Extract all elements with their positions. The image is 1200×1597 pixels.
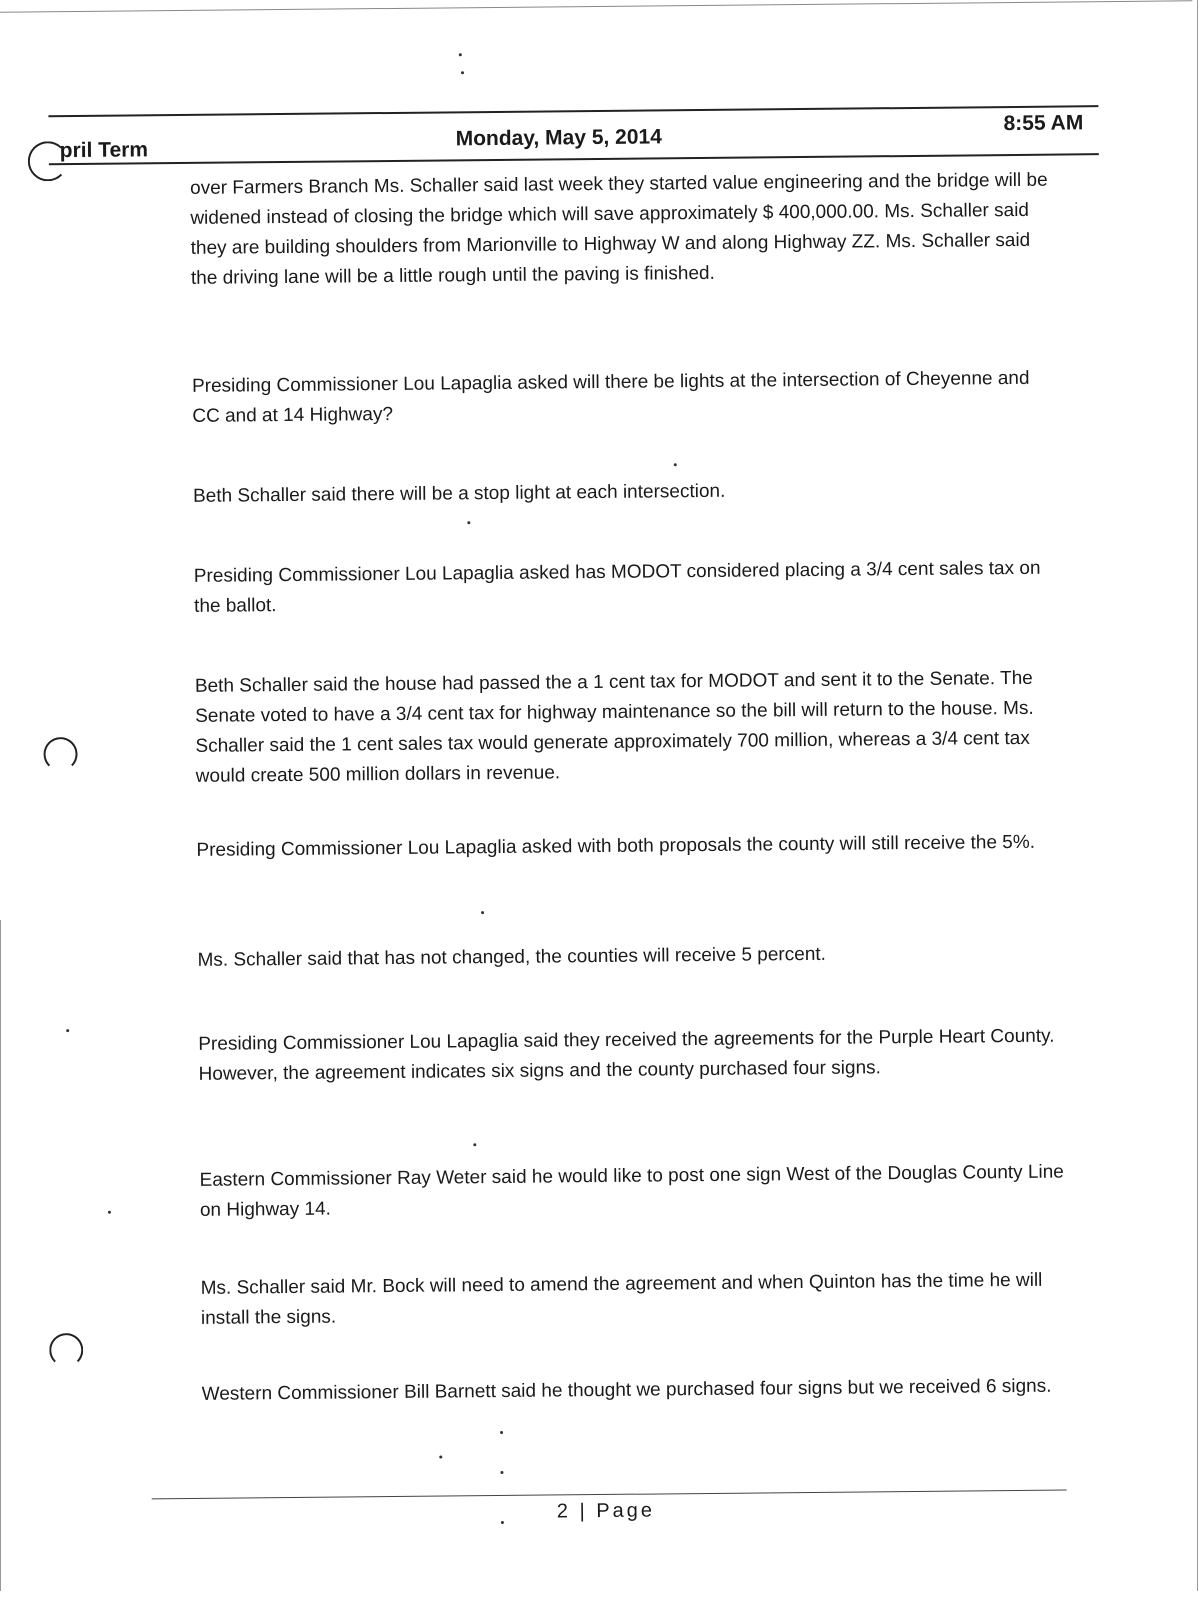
scan-speck: [500, 1431, 503, 1434]
hole-punch: [43, 737, 77, 771]
minutes-paragraph: Ms. Schaller said that has not changed, the counties will receive 5 percent.: [197, 943, 826, 971]
meeting-time: 8:55 AM: [1003, 111, 1084, 136]
minutes-paragraph: Western Commissioner Bill Barnett said he thought we purchased four signs but we received 6 signs.: [201, 1375, 1052, 1405]
minutes-paragraph: Beth Schaller said the house had passed the a 1 cent tax for MODOT and sent it to the Senate. The Senate voted to have a 3/4 cent tax for highway maintenance so the bill will return to the house. Ms. Schaller said the 1 cent sales tax would generate approximately 700 million, whereas a 3/4 cent tax would create 500 million dollars in revenue.: [194, 667, 1034, 787]
minutes-paragraph: Beth Schaller said there will be a stop light at each intersection.: [192, 480, 726, 507]
page-number: 2 | Page: [556, 1499, 656, 1523]
term-label: pril Term: [59, 138, 149, 163]
scan-speck: [461, 71, 464, 74]
scan-edge: [0, 0, 1192, 13]
hole-punch: [49, 1333, 83, 1367]
minutes-paragraph: Ms. Schaller said Mr. Bock will need to amend the agreement and when Quinton has the time he will install the signs.: [200, 1269, 1043, 1329]
minutes-paragraph: over Farmers Branch Ms. Schaller said last week they started value engineering and the bridge will be widened instead of closing the bridge which will save approximately $ 400,000.00. Ms. Schaller said they are building shoulders from Marionville to Highway W and along Highway ZZ. Ms. Schaller said the driving lane will be a little rough until the paving is finished.: [190, 169, 1048, 289]
scan-speck: [467, 521, 470, 524]
minutes-paragraph: Presiding Commissioner Lou Lapaglia said they received the agreements for the Purple Heart County. However, the agreement indicates six signs and the county purchased four signs.: [198, 1025, 1055, 1085]
scan-speck: [501, 1521, 504, 1524]
meeting-date: Monday, May 5, 2014: [455, 125, 662, 151]
minutes-paragraph: Presiding Commissioner Lou Lapaglia asked will there be lights at the intersection of Cheyenne and CC and at 14 Highway?: [191, 367, 1030, 427]
scan-speck: [674, 463, 677, 466]
scan-speck: [108, 1211, 111, 1214]
scan-speck: [66, 1029, 69, 1032]
scan-speck: [439, 1456, 442, 1459]
header-bottom-rule: [49, 153, 1099, 165]
scan-speck: [459, 53, 462, 56]
scan-edge: [1197, 0, 1198, 1591]
scan-edge: [0, 920, 1, 1591]
scan-speck: [500, 1471, 503, 1474]
minutes-paragraph: Presiding Commissioner Lou Lapaglia asked has MODOT considered placing a 3/4 cent sales tax on the ballot.: [193, 557, 1041, 617]
minutes-paragraph: Eastern Commissioner Ray Weter said he would like to post one sign West of the Douglas County Line on Highway 14.: [199, 1161, 1064, 1221]
scan-speck: [473, 1143, 476, 1146]
header-top-rule: [48, 105, 1098, 117]
footer-rule: [152, 1490, 1067, 1500]
minutes-paragraph: Presiding Commissioner Lou Lapaglia asked with both proposals the county will still receive the 5%.: [196, 831, 1036, 861]
scan-speck: [481, 911, 484, 914]
